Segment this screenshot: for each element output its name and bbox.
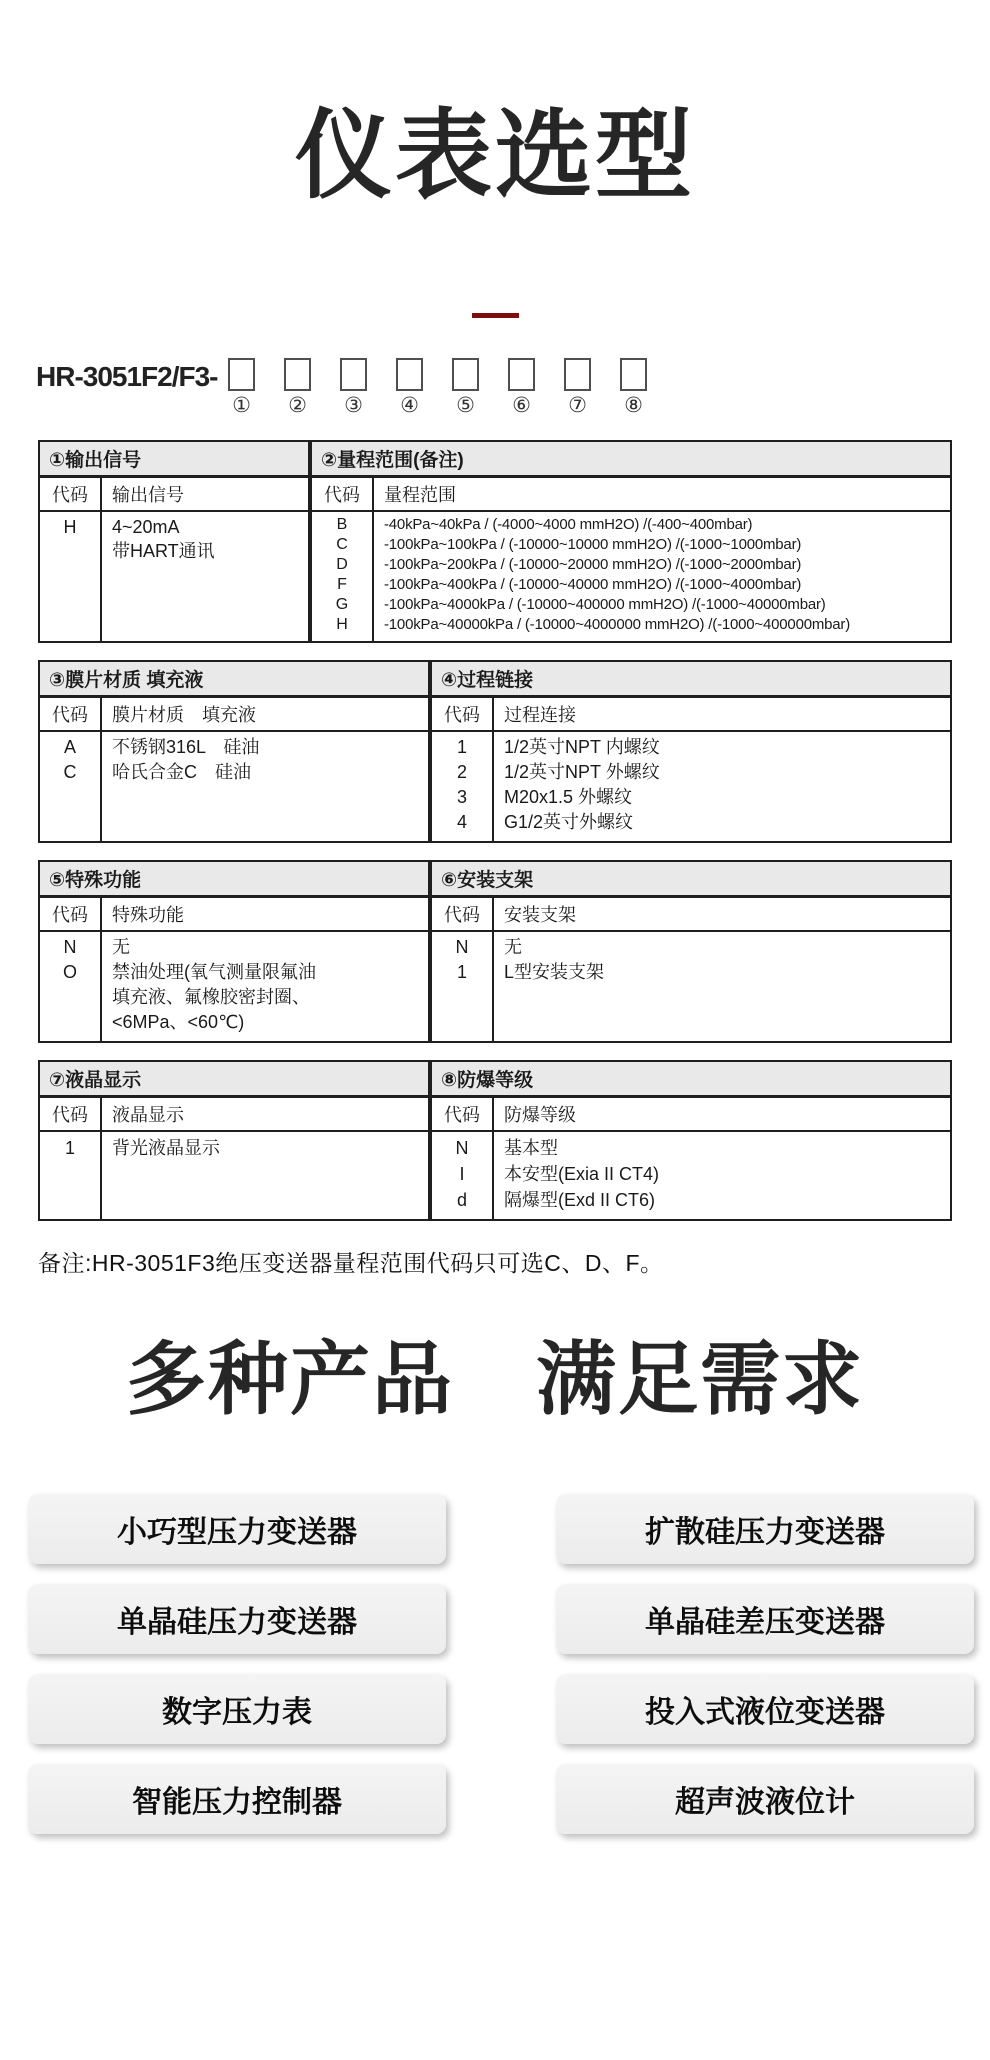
label-cell: 带HART通讯 — [112, 540, 215, 561]
column-headers — [40, 698, 428, 732]
label-cell: L型安装支架 — [504, 961, 605, 982]
label-column — [102, 932, 428, 1041]
table-body — [40, 932, 428, 1041]
section-title: ②量程范围(备注) — [312, 442, 950, 478]
code-cell: N — [63, 936, 77, 957]
model-code-box — [620, 358, 647, 391]
code-cell: 1 — [456, 736, 467, 757]
table-body — [432, 932, 950, 1041]
slot-number: ④ — [400, 393, 419, 417]
label-cell: 哈氏合金C 硅油 — [112, 761, 251, 782]
code-cell: C — [63, 761, 77, 782]
code-column-header: 代码 — [432, 1098, 494, 1130]
section-title: ⑤特殊功能 — [40, 862, 428, 898]
product-button-monocrystalline-silicon-dp-transmitter[interactable]: 单晶硅差压变送器 — [556, 1584, 974, 1654]
model-slot-2 — [283, 358, 313, 418]
label-column-header: 膜片材质 填充液 — [112, 704, 256, 725]
table-diaphragm-fill — [38, 660, 430, 843]
label-cell: G1/2英寸外螺纹 — [504, 811, 634, 832]
code-cell: 3 — [456, 786, 467, 807]
product-button-submersible-level-transmitter[interactable]: 投入式液位变送器 — [556, 1674, 974, 1744]
label-column-header: 液晶显示 — [112, 1104, 184, 1125]
code-column — [40, 512, 102, 641]
code-column — [432, 932, 494, 1041]
slot-number: ⑥ — [512, 393, 531, 417]
product-button-smart-pressure-controller[interactable]: 智能压力控制器 — [28, 1764, 446, 1834]
table-process-connection — [430, 660, 952, 843]
code-column-header: 代码 — [40, 478, 102, 510]
section-output-and-range — [38, 440, 954, 643]
model-slot-7 — [563, 358, 593, 418]
label-column — [102, 732, 428, 841]
table-body — [312, 512, 950, 641]
table-measuring-range — [310, 440, 952, 643]
label-column-header: 输出信号 — [112, 484, 184, 505]
code-cell: d — [456, 1189, 467, 1210]
column-headers — [40, 478, 308, 512]
code-column — [432, 1132, 494, 1219]
code-cell: A — [63, 736, 76, 757]
table-explosion-proof — [430, 1060, 952, 1221]
section-special-and-bracket — [38, 860, 954, 1043]
page-title: 仪表选型 — [295, 101, 695, 210]
slot-number: ② — [288, 393, 307, 417]
code-column-header: 代码 — [432, 898, 494, 930]
model-slot-6 — [507, 358, 537, 418]
column-headers — [432, 698, 950, 732]
label-cell: 隔爆型(Exd II CT6) — [504, 1189, 656, 1210]
table-body — [432, 732, 950, 841]
label-column — [494, 1132, 950, 1219]
section-title: ①输出信号 — [40, 442, 308, 478]
model-code-box — [284, 358, 311, 391]
model-slot-3 — [339, 358, 369, 418]
section-title: ⑧防爆等级 — [432, 1062, 950, 1098]
selection-tables — [38, 440, 954, 1221]
code-cell: D — [336, 555, 348, 573]
label-cell: 本安型(Exia II CT4) — [504, 1163, 660, 1184]
label-column-header: 过程连接 — [504, 704, 576, 725]
products-heading — [0, 1336, 990, 1424]
code-cell: N — [455, 1137, 469, 1158]
model-prefix: HR-3051F2/F3- — [36, 360, 218, 392]
section-title: ④过程链接 — [432, 662, 950, 698]
label-cell: -40kPa~40kPa / (-4000~4000 mmH2O) /(-400~400mbar) — [384, 515, 753, 533]
label-cell: -100kPa~400kPa / (-10000~40000 mmH2O) /(-1000~4000mbar) — [384, 575, 802, 593]
table-special-function — [38, 860, 430, 1043]
label-cell: M20x1.5 外螺纹 — [504, 786, 633, 807]
label-cell: <6MPa、<60℃) — [112, 1011, 245, 1032]
label-cell: -100kPa~200kPa / (-10000~20000 mmH2O) /(-1000~2000mbar) — [384, 555, 802, 573]
label-cell: 4~20mA — [112, 516, 180, 537]
column-headers — [40, 898, 428, 932]
code-cell — [40, 1010, 100, 1035]
table-body — [40, 512, 308, 641]
code-cell: B — [336, 515, 348, 533]
slot-number: ⑤ — [456, 393, 475, 417]
products-heading-left: 多种产品 — [126, 1334, 454, 1424]
label-cell: -100kPa~4000kPa / (-10000~400000 mmH2O) /(-1000~40000mbar) — [384, 595, 826, 613]
model-slots — [227, 358, 675, 418]
product-button-ultrasonic-level-meter[interactable]: 超声波液位计 — [556, 1764, 974, 1834]
table-mounting-bracket — [430, 860, 952, 1043]
model-code-box — [508, 358, 535, 391]
model-code-box — [340, 358, 367, 391]
code-column-header: 代码 — [40, 898, 102, 930]
table-output-signal — [38, 440, 310, 643]
section-title: ⑥安装支架 — [432, 862, 950, 898]
label-cell: 禁油处理(氧气测量限氟油 — [112, 961, 316, 982]
slot-number: ① — [232, 393, 251, 417]
model-code-box — [452, 358, 479, 391]
model-code-box — [564, 358, 591, 391]
code-cell: I — [459, 1163, 465, 1184]
section-title: ⑦液晶显示 — [40, 1062, 428, 1098]
label-column-header: 安装支架 — [504, 904, 576, 925]
code-cell: F — [337, 575, 347, 593]
code-column-header: 代码 — [312, 478, 374, 510]
code-cell: H — [63, 516, 77, 537]
code-column-header: 代码 — [40, 1098, 102, 1130]
product-button-compact-pressure-transmitter[interactable]: 小巧型压力变送器 — [28, 1494, 446, 1564]
label-cell: 背光液晶显示 — [112, 1137, 220, 1158]
section-diaphragm-and-connection — [38, 660, 954, 843]
code-cell: C — [336, 535, 348, 553]
code-cell: H — [336, 615, 348, 633]
label-column — [102, 512, 308, 641]
model-code-box — [228, 358, 255, 391]
slot-number: ③ — [344, 393, 363, 417]
table-body — [432, 1132, 950, 1219]
label-column — [494, 732, 950, 841]
model-slot-4 — [395, 358, 425, 418]
code-cell: G — [335, 595, 349, 613]
column-headers — [432, 898, 950, 932]
code-cell — [40, 539, 100, 563]
label-column — [374, 512, 950, 641]
column-headers — [312, 478, 950, 512]
model-code-row — [36, 358, 990, 418]
code-column — [312, 512, 374, 641]
slot-number: ⑧ — [624, 393, 643, 417]
label-cell: 无 — [112, 936, 130, 957]
label-cell: 填充液、氟橡胶密封圈、 — [112, 986, 310, 1007]
label-column-header: 防爆等级 — [504, 1104, 576, 1125]
column-headers — [40, 1098, 428, 1132]
code-cell — [40, 985, 100, 1010]
products-heading-right: 满足需求 — [536, 1334, 864, 1424]
slot-number: ⑦ — [568, 393, 587, 417]
label-cell: 基本型 — [504, 1137, 558, 1158]
table-body — [40, 1132, 428, 1219]
label-cell: 1/2英寸NPT 外螺纹 — [504, 761, 660, 782]
code-cell: N — [455, 936, 469, 957]
title-accent-divider — [472, 313, 519, 318]
model-slot-5 — [451, 358, 481, 418]
label-cell: -100kPa~40000kPa / (-10000~4000000 mmH2O) /(-1000~400000mbar) — [384, 615, 851, 633]
model-code-box — [396, 358, 423, 391]
label-column-header: 特殊功能 — [112, 904, 184, 925]
product-button-monocrystalline-silicon-pressure-transmitter[interactable]: 单晶硅压力变送器 — [28, 1584, 446, 1654]
code-cell: 4 — [456, 811, 467, 832]
code-column-header: 代码 — [432, 698, 494, 730]
section-display-and-explosion — [38, 1060, 954, 1221]
label-column — [102, 1132, 428, 1219]
code-cell: 1 — [456, 961, 467, 982]
column-headers — [432, 1098, 950, 1132]
code-column — [432, 732, 494, 841]
code-cell: O — [62, 961, 77, 982]
label-cell: 无 — [504, 936, 522, 957]
label-cell: -100kPa~100kPa / (-10000~10000 mmH2O) /(-1000~1000mbar) — [384, 535, 802, 553]
footnote: 备注:HR-3051F3绝压变送器量程范围代码只可选C、D、F。 — [38, 1249, 664, 1276]
table-body — [40, 732, 428, 841]
model-slot-1 — [227, 358, 257, 418]
product-button-diffused-silicon-pressure-transmitter[interactable]: 扩散硅压力变送器 — [556, 1494, 974, 1564]
code-cell: 1 — [64, 1137, 75, 1158]
code-column — [40, 1132, 102, 1219]
code-column — [40, 732, 102, 841]
label-cell: 1/2英寸NPT 内螺纹 — [504, 736, 660, 757]
table-lcd-display — [38, 1060, 430, 1221]
label-cell: 不锈钢316L 硅油 — [112, 736, 260, 757]
code-column-header: 代码 — [40, 698, 102, 730]
label-column-header: 量程范围 — [384, 484, 456, 505]
product-button-grid — [28, 1494, 990, 1834]
code-cell: 2 — [456, 761, 467, 782]
label-column — [494, 932, 950, 1041]
code-column — [40, 932, 102, 1041]
model-slot-8 — [619, 358, 649, 418]
section-title: ③膜片材质 填充液 — [40, 662, 428, 698]
product-button-digital-pressure-gauge[interactable]: 数字压力表 — [28, 1674, 446, 1744]
